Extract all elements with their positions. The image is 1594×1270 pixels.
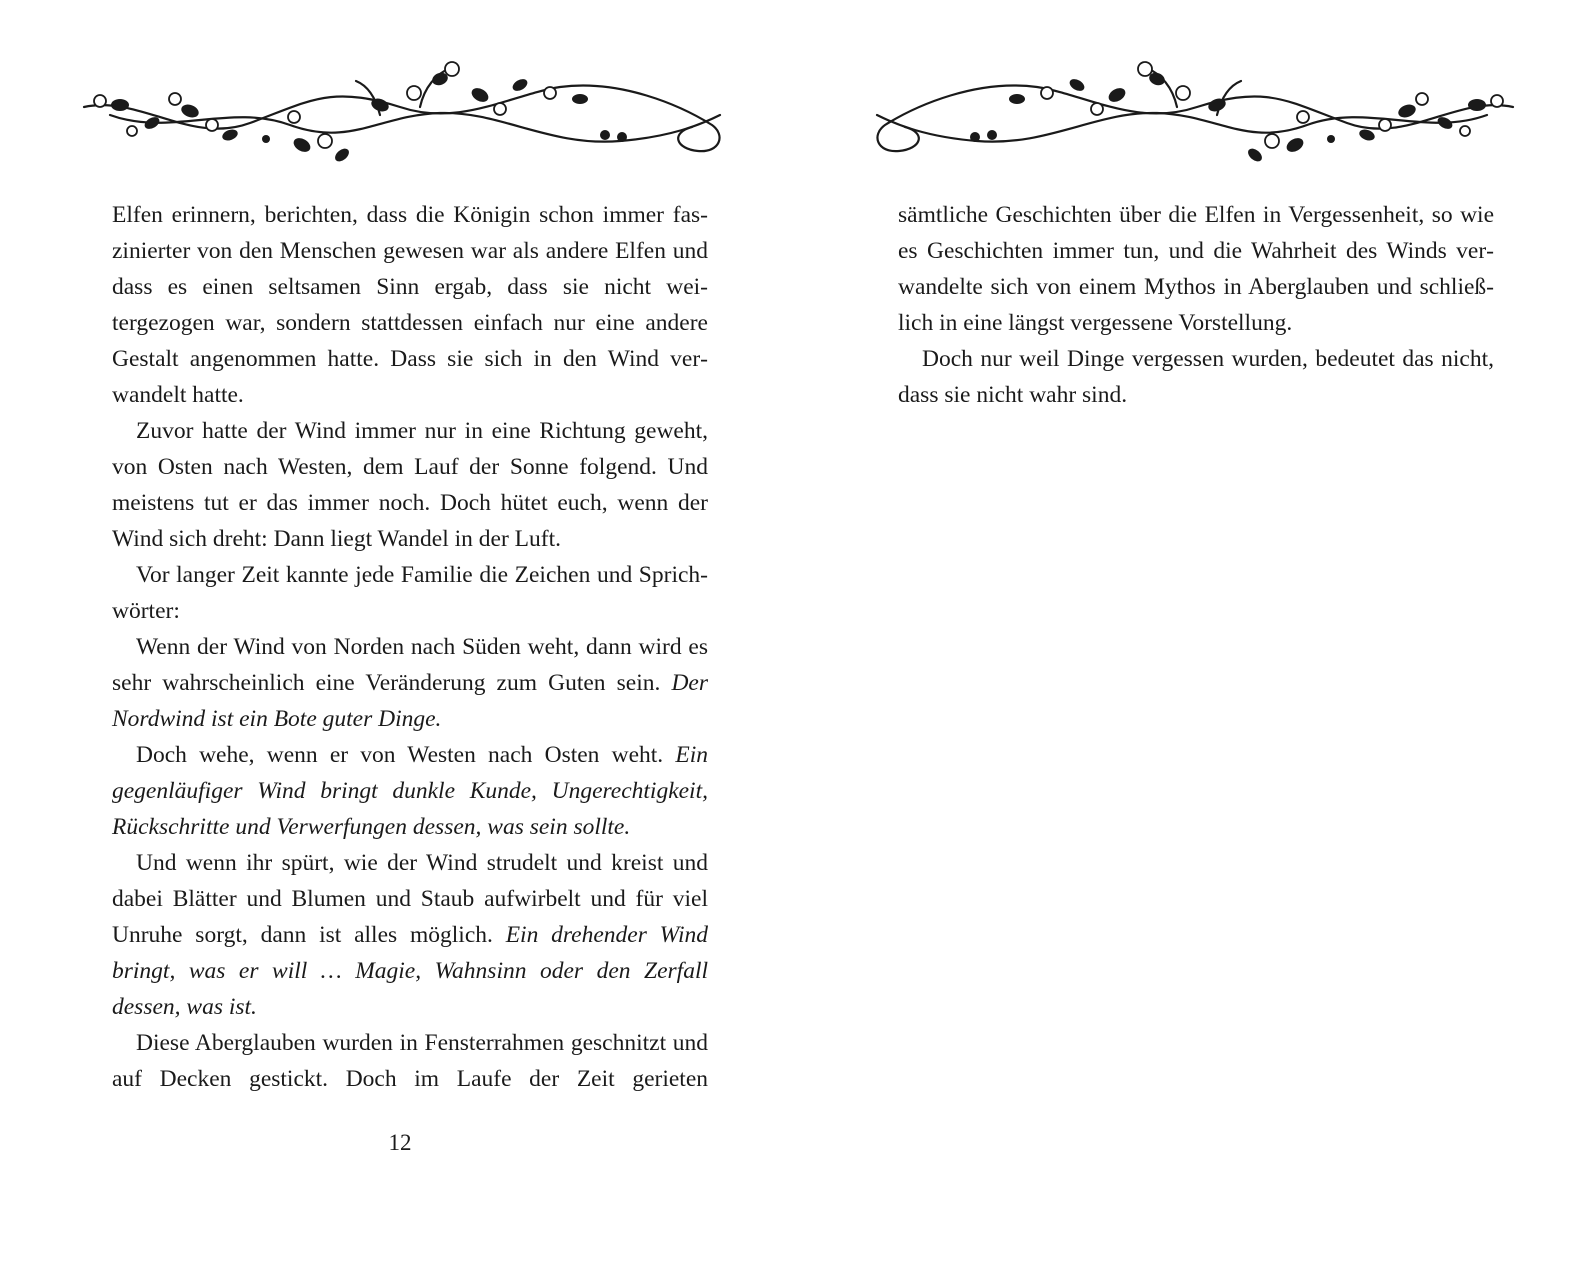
vine-ornament-icon <box>865 55 1517 180</box>
page-number: 12 <box>388 1130 412 1155</box>
paragraph-text: Vor langer Zeit kannte jede Familie die Zeichen und Sprichwörter: <box>112 562 708 624</box>
paragraph <box>112 557 708 629</box>
paragraph-text: Doch nur weil Dinge vergessen wurden, bedeutet das nicht, dass sie nicht wahr sind. <box>898 346 1494 408</box>
paragraph <box>112 737 708 845</box>
floral-vine-ornament-left <box>80 55 740 180</box>
paragraph <box>112 413 708 557</box>
paragraph <box>112 845 708 1025</box>
vine-ornament-icon <box>80 55 740 180</box>
right-page-text <box>898 197 1494 413</box>
paragraph-italic-text: Ein gegenläufiger Wind bringt dunkle Kunde, Ungerechtigkeit, Rückschritte und Verwerfungen dessen, was sein sollte. <box>112 742 708 840</box>
paragraph-italic-text: Der Nordwind ist ein Bote guter Dinge. <box>112 670 708 732</box>
paragraph-text: Doch wehe, wenn er von Westen nach Osten weht. <box>136 742 676 768</box>
paragraph <box>898 341 1494 413</box>
paragraph-text: Elfen erinnern, berichten, dass die Königin schon immer faszinierter von den Menschen gewesen war als andere Elfen und dass es einen seltsamen Sinn ergab, dass sie nicht weitergezogen war, sondern stattdessen einfach nur eine andere Gestalt angenommen hatte. Dass sie sich in den Wind verwandelt hatte. <box>112 202 708 408</box>
left-page-text <box>112 197 708 1097</box>
paragraph-italic-text: Ein drehender Wind bringt, was er will … Magie, Wahnsinn oder den Zerfall dessen, was ist. <box>112 922 708 1020</box>
floral-vine-ornament-right <box>865 55 1517 180</box>
paragraph-text: Zuvor hatte der Wind immer nur in eine Richtung geweht, von Osten nach Westen, dem Lauf der Sonne folgend. Und meistens tut er das immer noch. Doch hütet euch, wenn der Wind sich dreht: Dann liegt Wandel in der Luft. <box>112 418 708 552</box>
right-page <box>797 0 1594 1270</box>
paragraph <box>898 197 1494 341</box>
paragraph <box>112 197 708 413</box>
paragraph <box>112 1025 708 1097</box>
paragraph-text: Und wenn ihr spürt, wie der Wind strudelt und kreist und dabei Blätter und Blumen und Staub aufwirbelt und für viel Unruhe sorgt, dann ist alles möglich. <box>112 850 708 948</box>
paragraph-text: Diese Aberglauben wurden in Fensterrahmen geschnitzt und auf Decken gestickt. Doch im Laufe der Zeit gerieten <box>112 1030 708 1092</box>
paragraph-text: sämtliche Geschichten über die Elfen in Vergessenheit, so wie es Geschichten immer tun, und die Wahrheit des Winds verwandelte sich von einem Mythos in Aberglauben und schließlich in eine längst vergessene Vorstellung. <box>898 202 1494 336</box>
paragraph <box>112 629 708 737</box>
paragraph-text: Wenn der Wind von Norden nach Süden weht, dann wird es sehr wahrscheinlich eine Veränderung zum Guten sein. <box>112 634 708 696</box>
